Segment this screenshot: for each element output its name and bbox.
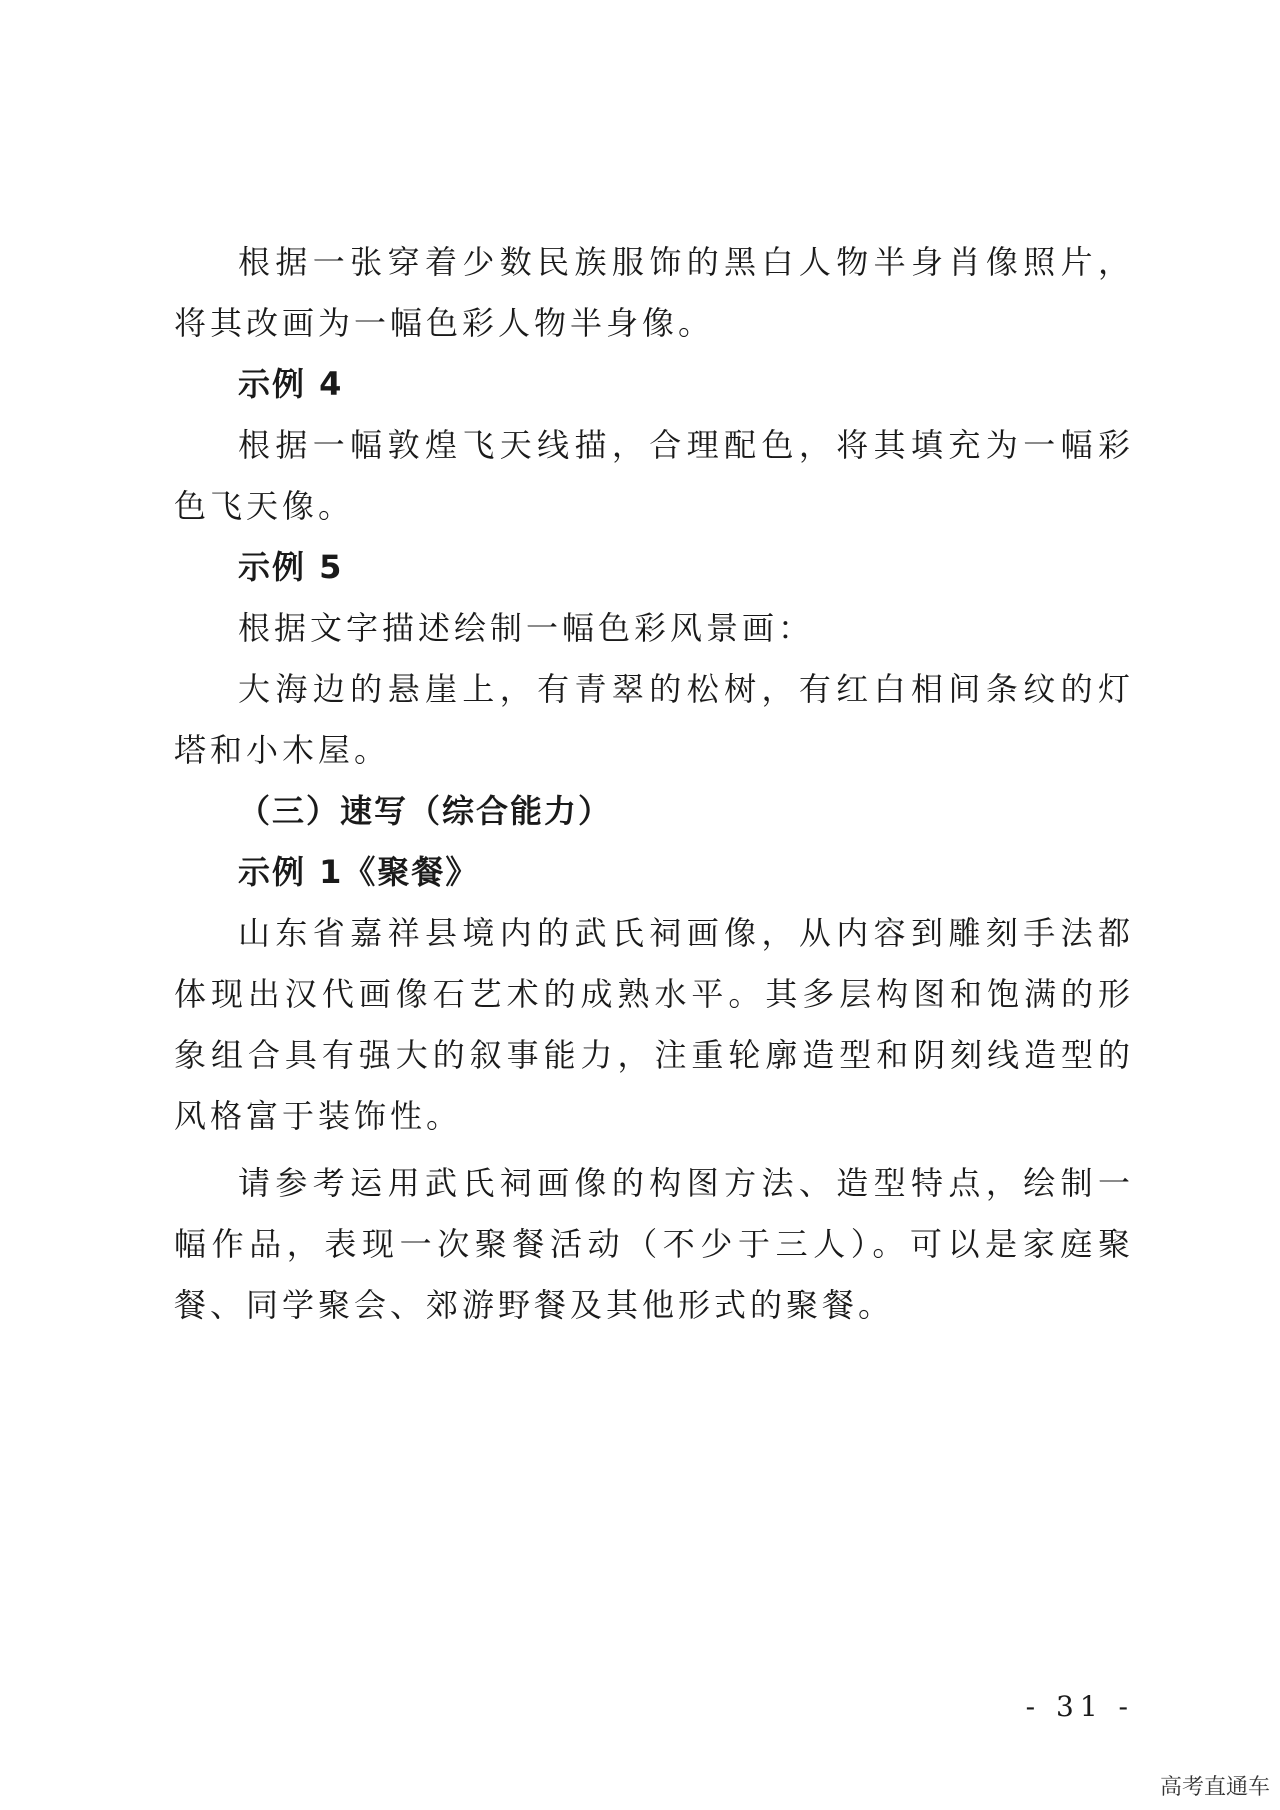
paragraph-dinner-task: 请参考运用武氏祠画像的构图方法、造型特点，绘制一幅作品，表现一次聚餐活动（不少于三人）。可以是家庭聚餐、同学聚会、郊游野餐及其他形式的聚餐。 xyxy=(174,1164,1134,1324)
heading-example-1-dinner: 示例 1《聚餐》 xyxy=(238,853,480,891)
paragraph-landscape-intro: 根据文字描述绘制一幅色彩风景画： xyxy=(238,609,815,647)
paragraph-landscape-description: 大海边的悬崖上，有青翠的松树，有红白相间条纹的灯塔和小木屋。 xyxy=(174,670,1134,769)
page-number: - 31 - xyxy=(1025,1690,1134,1723)
paragraph-dunhuang-task: 根据一幅敦煌飞天线描，合理配色，将其填充为一幅彩色飞天像。 xyxy=(174,426,1134,525)
heading-section-sketch: （三）速写（综合能力） xyxy=(238,792,613,830)
document-body xyxy=(174,232,1134,1336)
paragraph-wu-shrine-description: 山东省嘉祥县境内的武氏祠画像，从内容到雕刻手法都体现出汉代画像石艺术的成熟水平。其多层构图和饱满的形象组合具有强大的叙事能力，注重轮廓造型和阴刻线造型的风格富于装饰性。 xyxy=(174,914,1134,1135)
heading-example-5: 示例 5 xyxy=(238,548,344,586)
paragraph-portrait-task: 根据一张穿着少数民族服饰的黑白人物半身肖像照片，将其改画为一幅色彩人物半身像。 xyxy=(174,243,1134,342)
watermark-text: 高考直通车 xyxy=(1159,1775,1270,1800)
heading-example-4: 示例 4 xyxy=(238,365,344,403)
